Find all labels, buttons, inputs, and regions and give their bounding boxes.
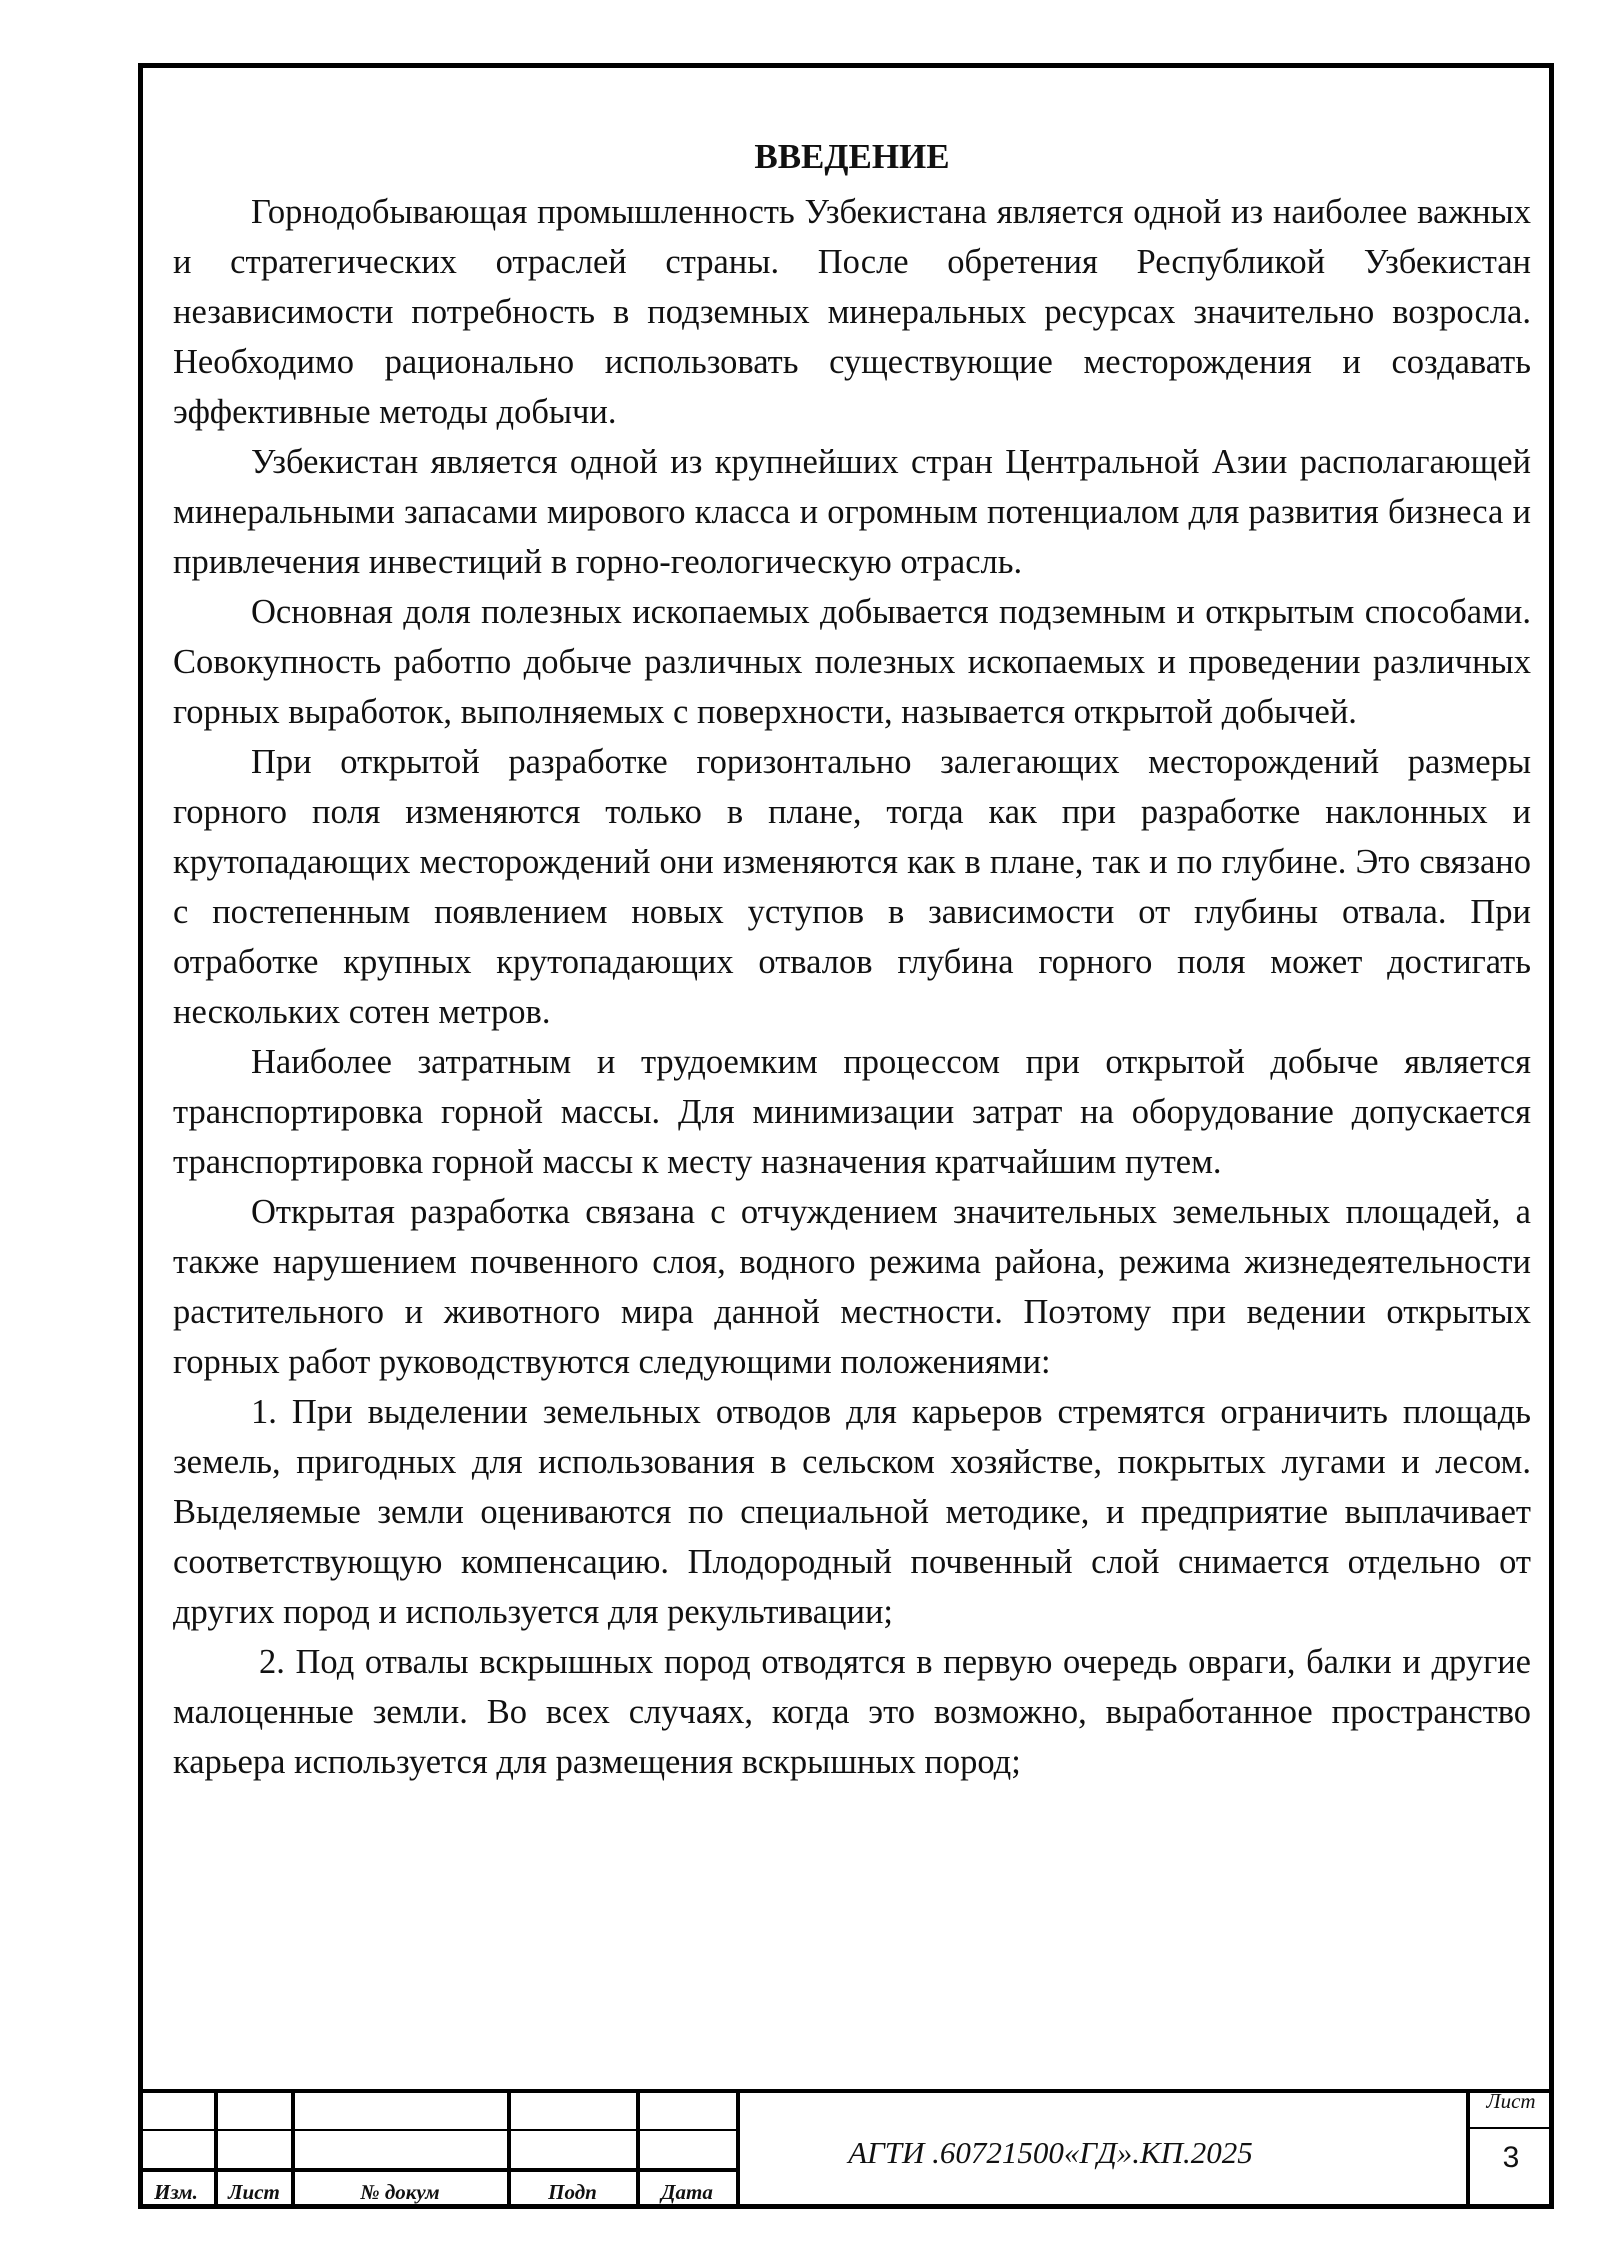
stamp-row-line [138, 2129, 738, 2131]
stamp-col-podp: Подп [548, 2180, 597, 2204]
paragraph: Основная доля полезных ископаемых добывается подземным и открытым способами. Совокупность работпо добыче различных полезных ископаемых и проведении различных горных выработок, выполняемых с поверхности, называется открытой добычей. [173, 593, 1531, 731]
title-block [138, 2089, 1554, 2209]
paragraph: При открытой разработке горизонтально залегающих месторождений размеры горного поля изменяются только в плане, тогда как при разработке наклонных и крутопадающих месторождений они изменяются как в плане, так и по глубине. Это связано с постепенным появлением новых уступов в зависимости от глубины отвала. При отработке крупных крутопадающих отвалов глубина горного поля может достигать нескольких сотен метров. [173, 743, 1531, 1031]
paragraph: Открытая разработка связана с отчуждением значительных земельных площадей, а также нарушением почвенного слоя, водного режима района, режима жизнедеятельности растительного и животного мира данной местности. Поэтому при ведении открытых горных работ руководствуются следующими положениями: [173, 1193, 1531, 1381]
paragraph: Наиболее затратным и трудоемким процессом при открытой добыче является транспортировка горной массы. Для минимизации затрат на оборудование допускается транспортировка горной массы к месту назначения кратчайшим путем. [173, 1043, 1531, 1181]
list-item: 2. Под отвалы вскрышных пород отводятся в первую очередь овраги, балки и другие малоценные земли. Во всех случаях, когда это возможно, выработанное пространство карьера используется для размещения вскрышных пород; [173, 1643, 1531, 1781]
page-title: ВВЕДЕНИЕ [754, 137, 950, 176]
stamp-col-data: Дата [661, 2180, 713, 2204]
sheet-label: Лист [1486, 2089, 1536, 2113]
stamp-sheet-line [1468, 2127, 1554, 2129]
stamp-col-dokum: № докум [360, 2180, 440, 2204]
stamp-col-izm: Изм. [154, 2180, 198, 2204]
stamp-top-border [138, 2089, 1554, 2093]
sheet-number: 3 [1502, 2141, 1520, 2174]
paragraph: Горнодобывающая промышленность Узбекистана является одной из наиболее важных и стратегических отраслей страны. После обретения Республикой Узбекистан независимости потребность в подземных минеральных ресурсах значительно возросла. Необходимо рационально использовать существующие месторождения и создавать эффективные методы добычи. [173, 193, 1531, 431]
list-item: 1. При выделении земельных отводов для карьеров стремятся ограничить площадь земель, пригодных для использования в сельском хозяйстве, покрытых лугами и лесом. Выделяемые земли оцениваются по специальной методике, и предприятие выплачивает соответствующую компенсацию. Плодородный почвенный слой снимается отдельно от других пород и используется для рекультивации; [173, 1393, 1531, 1631]
document-code: АГТИ .60721500«ГД».КП.2025 [848, 2135, 1253, 2170]
paragraph: Узбекистан является одной из крупнейших стран Центральной Азии располагающей минеральными запасами мирового класса и огромным потенциалом для развития бизнеса и привлечения инвестиций в горно-геологическую отрасль. [173, 443, 1531, 581]
stamp-col-list: Лист [228, 2180, 280, 2204]
document-body [173, 132, 1531, 1787]
stamp-row-line [138, 2168, 738, 2172]
